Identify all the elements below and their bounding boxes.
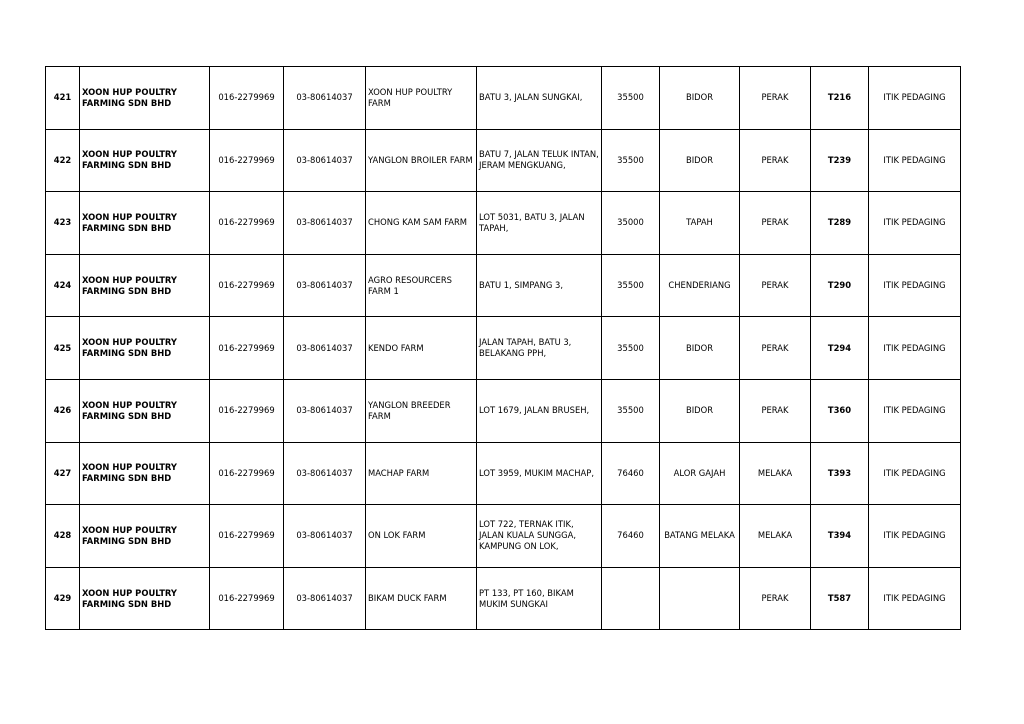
phone-office: 03-80614037 (284, 67, 366, 130)
table-row (46, 67, 961, 130)
farm-address: BATU 7, JALAN TELUK INTAN, JERAM MENGKUANG, (477, 129, 602, 192)
postcode: 35500 (602, 67, 660, 130)
farm-address: BATU 3, JALAN SUNGKAI, (477, 67, 602, 130)
company-name: XOON HUP POULTRY FARMING SDN BHD (80, 505, 210, 568)
phone-office: 03-80614037 (284, 192, 366, 255)
phone-mobile: 016-2279969 (210, 317, 284, 380)
state: PERAK (740, 254, 811, 317)
farm-type: ITIK PEDAGING (869, 567, 961, 630)
postcode: 35500 (602, 254, 660, 317)
company-name: XOON HUP POULTRY FARMING SDN BHD (80, 192, 210, 255)
farm-address: LOT 5031, BATU 3, JALAN TAPAH, (477, 192, 602, 255)
farm-name: ON LOK FARM (366, 505, 477, 568)
farm-address: BATU 1, SIMPANG 3, (477, 254, 602, 317)
farm-code: T294 (811, 317, 869, 380)
row-number: 429 (46, 567, 80, 630)
farm-type: ITIK PEDAGING (869, 254, 961, 317)
row-number: 426 (46, 379, 80, 442)
row-number: 425 (46, 317, 80, 380)
phone-office: 03-80614037 (284, 129, 366, 192)
phone-mobile: 016-2279969 (210, 567, 284, 630)
farm-registry-sheet (45, 66, 961, 630)
phone-mobile: 016-2279969 (210, 442, 284, 505)
table-row (46, 505, 961, 568)
farm-code: T216 (811, 67, 869, 130)
farm-name: YANGLON BROILER FARM (366, 129, 477, 192)
farm-type: ITIK PEDAGING (869, 129, 961, 192)
city: ALOR GAJAH (660, 442, 740, 505)
state: PERAK (740, 317, 811, 380)
farm-address: LOT 1679, JALAN BRUSEH, (477, 379, 602, 442)
farm-address: PT 133, PT 160, BIKAM MUKIM SUNGKAI (477, 567, 602, 630)
farm-type: ITIK PEDAGING (869, 67, 961, 130)
city: BIDOR (660, 317, 740, 380)
postcode: 35500 (602, 379, 660, 442)
company-name: XOON HUP POULTRY FARMING SDN BHD (80, 379, 210, 442)
farm-code: T290 (811, 254, 869, 317)
farm-code: T393 (811, 442, 869, 505)
phone-office: 03-80614037 (284, 567, 366, 630)
postcode: 35500 (602, 129, 660, 192)
phone-mobile: 016-2279969 (210, 192, 284, 255)
farm-name: KENDO FARM (366, 317, 477, 380)
table-row (46, 129, 961, 192)
city: BIDOR (660, 379, 740, 442)
phone-office: 03-80614037 (284, 317, 366, 380)
farm-address: LOT 722, TERNAK ITIK, JALAN KUALA SUNGGA, KAMPUNG ON LOK, (477, 505, 602, 568)
state: PERAK (740, 129, 811, 192)
farm-type: ITIK PEDAGING (869, 317, 961, 380)
farm-name: CHONG KAM SAM FARM (366, 192, 477, 255)
state: PERAK (740, 379, 811, 442)
farm-type: ITIK PEDAGING (869, 442, 961, 505)
phone-office: 03-80614037 (284, 505, 366, 568)
company-name: XOON HUP POULTRY FARMING SDN BHD (80, 317, 210, 380)
farm-name: XOON HUP POULTRY FARM (366, 67, 477, 130)
farm-name: AGRO RESOURCERS FARM 1 (366, 254, 477, 317)
farm-address: JALAN TAPAH, BATU 3, BELAKANG PPH, (477, 317, 602, 380)
farm-code: T394 (811, 505, 869, 568)
farm-registry-table (45, 66, 961, 630)
row-number: 428 (46, 505, 80, 568)
phone-mobile: 016-2279969 (210, 379, 284, 442)
postcode: 35500 (602, 317, 660, 380)
phone-mobile: 016-2279969 (210, 254, 284, 317)
phone-mobile: 016-2279969 (210, 505, 284, 568)
table-row (46, 317, 961, 380)
row-number: 421 (46, 67, 80, 130)
phone-office: 03-80614037 (284, 379, 366, 442)
city: BATANG MELAKA (660, 505, 740, 568)
state: PERAK (740, 567, 811, 630)
farm-address: LOT 3959, MUKIM MACHAP, (477, 442, 602, 505)
company-name: XOON HUP POULTRY FARMING SDN BHD (80, 67, 210, 130)
company-name: XOON HUP POULTRY FARMING SDN BHD (80, 129, 210, 192)
city: BIDOR (660, 129, 740, 192)
postcode: 76460 (602, 505, 660, 568)
phone-mobile: 016-2279969 (210, 67, 284, 130)
farm-name: MACHAP FARM (366, 442, 477, 505)
phone-mobile: 016-2279969 (210, 129, 284, 192)
postcode (602, 567, 660, 630)
table-row (46, 192, 961, 255)
state: PERAK (740, 67, 811, 130)
table-row (46, 379, 961, 442)
city: CHENDERIANG (660, 254, 740, 317)
company-name: XOON HUP POULTRY FARMING SDN BHD (80, 442, 210, 505)
farm-code: T360 (811, 379, 869, 442)
farm-type: ITIK PEDAGING (869, 192, 961, 255)
city: TAPAH (660, 192, 740, 255)
table-row (46, 254, 961, 317)
table-row (46, 567, 961, 630)
company-name: XOON HUP POULTRY FARMING SDN BHD (80, 567, 210, 630)
farm-name: BIKAM DUCK FARM (366, 567, 477, 630)
farm-type: ITIK PEDAGING (869, 505, 961, 568)
row-number: 423 (46, 192, 80, 255)
city: BIDOR (660, 67, 740, 130)
farm-code: T239 (811, 129, 869, 192)
phone-office: 03-80614037 (284, 442, 366, 505)
farm-name: YANGLON BREEDER FARM (366, 379, 477, 442)
postcode: 76460 (602, 442, 660, 505)
state: MELAKA (740, 442, 811, 505)
row-number: 422 (46, 129, 80, 192)
row-number: 424 (46, 254, 80, 317)
state: MELAKA (740, 505, 811, 568)
company-name: XOON HUP POULTRY FARMING SDN BHD (80, 254, 210, 317)
farm-code: T289 (811, 192, 869, 255)
row-number: 427 (46, 442, 80, 505)
city (660, 567, 740, 630)
postcode: 35000 (602, 192, 660, 255)
state: PERAK (740, 192, 811, 255)
farm-type: ITIK PEDAGING (869, 379, 961, 442)
farm-code: T587 (811, 567, 869, 630)
table-row (46, 442, 961, 505)
table-body (46, 67, 961, 630)
phone-office: 03-80614037 (284, 254, 366, 317)
